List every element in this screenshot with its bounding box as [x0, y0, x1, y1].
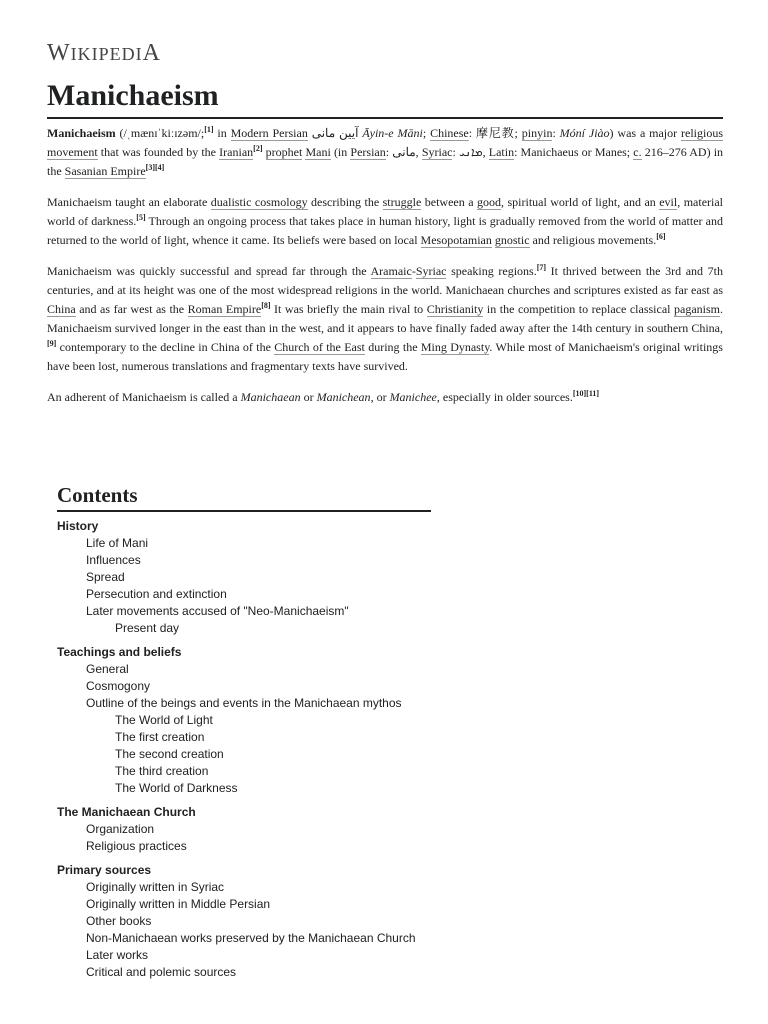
link-christianity[interactable]: Christianity: [426, 302, 484, 316]
link-religious-movement[interactable]: religious movement: [47, 126, 724, 159]
link-mani[interactable]: Mani: [305, 145, 331, 159]
intro-paragraph-1: [47, 124, 723, 181]
text: ;: [422, 126, 431, 140]
link-roman-empire[interactable]: Roman Empire: [187, 302, 262, 316]
text: . Manichaeism survived longer in the east than in the west, and it appears to have finally faded away after the 14th century in southern China,: [47, 302, 724, 335]
toc-link-spread[interactable]: Spread: [86, 570, 125, 584]
toc-link-persecution-and-extinction[interactable]: Persecution and extinction: [86, 587, 227, 601]
toc-link-the-third-creation[interactable]: The third creation: [115, 764, 209, 778]
intro-paragraph-3: [47, 262, 723, 376]
toc-section: [57, 804, 431, 855]
intro-paragraph-2: [47, 193, 723, 250]
logo-smallcaps: IKIPEDI: [70, 44, 143, 64]
toc-section: [57, 644, 431, 797]
toc-link-later-movements-accused-of-neo-manichaeism[interactable]: Later movements accused of "Neo-Manichaeism": [86, 604, 349, 618]
italic-text: Manichee: [389, 390, 437, 404]
toc-link-the-world-of-light[interactable]: The World of Light: [115, 713, 213, 727]
text: , especially in older sources.: [436, 390, 573, 404]
link-ming-dynasty[interactable]: Ming Dynasty: [420, 340, 490, 354]
link-church-of-the-east[interactable]: Church of the East: [274, 340, 365, 354]
text: in: [213, 126, 231, 140]
text: : Manichaeus or Manes;: [514, 145, 634, 159]
toc-link-originally-written-in-syriac[interactable]: Originally written in Syriac: [86, 880, 225, 894]
toc-title: Contents: [57, 481, 431, 512]
italic-text: Móní Jiào: [559, 126, 610, 140]
toc-link-originally-written-in-middle-persian[interactable]: Originally written in Middle Persian: [86, 897, 271, 911]
citation[interactable]: [2]: [253, 144, 263, 153]
citation[interactable]: [5]: [136, 213, 146, 222]
toc-list: [57, 518, 431, 981]
text: : 摩尼教;: [468, 126, 522, 140]
toc-link-the-world-of-darkness[interactable]: The World of Darkness: [115, 781, 238, 795]
text: ) was a major: [609, 126, 682, 140]
text: and as far west as the: [75, 302, 188, 316]
link-china[interactable]: China: [47, 302, 76, 316]
toc-link-influences[interactable]: Influences: [86, 553, 141, 567]
toc-section: [57, 862, 431, 981]
link-aramaic[interactable]: Aramaic: [370, 264, 412, 278]
toc-link-the-second-creation[interactable]: The second creation: [115, 747, 224, 761]
citation[interactable]: [7]: [536, 263, 547, 272]
citation[interactable]: [9]: [47, 339, 57, 348]
toc-link-outline-of-the-beings-and-events-in-the-manichaean-mythos[interactable]: Outline of the beings and events in the Manichaean mythos: [86, 696, 402, 710]
link-modern-persian[interactable]: Modern Persian: [230, 126, 308, 140]
link-iranian[interactable]: Iranian: [219, 145, 254, 159]
toc-link-non-manichaean-works-preserved-by-the-manichaean-church[interactable]: Non-Manichaean works preserved by the Manichaean Church: [86, 931, 416, 945]
toc-link-life-of-mani[interactable]: Life of Mani: [86, 536, 149, 550]
text: (in: [330, 145, 351, 159]
text: : ܡܐܢܝ,: [452, 145, 489, 159]
citation[interactable]: [3][4]: [145, 163, 165, 172]
toc-link-present-day[interactable]: Present day: [115, 621, 180, 635]
text: Manichaeism taught an elaborate: [47, 195, 211, 209]
link-gnostic[interactable]: gnostic: [494, 233, 530, 247]
text: during the: [364, 340, 421, 354]
page-title: Manichaeism: [47, 76, 723, 119]
toc-link-cosmogony[interactable]: Cosmogony: [86, 679, 151, 693]
text: آیین مانی: [307, 126, 363, 140]
term-bold: Manichaeism: [47, 126, 116, 140]
text: , spiritual world of light, and an: [501, 195, 660, 209]
pronunciation: (/ˌmænɪˈkiːɪzəm/;: [115, 126, 205, 140]
toc-link-religious-practices[interactable]: Religious practices: [86, 839, 187, 853]
link-evil[interactable]: evil: [659, 195, 678, 209]
wikipedia-logo[interactable]: [47, 40, 161, 67]
citation[interactable]: [10][11]: [572, 389, 600, 398]
text: contemporary to the decline in China of the: [56, 340, 275, 354]
italic-text: Manichaean: [240, 390, 301, 404]
text: Manichaeism was quickly successful and spread far through the: [47, 264, 371, 278]
link-persian[interactable]: Persian: [350, 145, 386, 159]
text: : مانی,: [385, 145, 422, 159]
text: :: [552, 126, 560, 140]
link-pinyin[interactable]: pinyin: [521, 126, 553, 140]
intro-paragraph-4: [47, 388, 723, 407]
toc-link-later-works[interactable]: Later works: [86, 948, 149, 962]
link-syriac[interactable]: Syriac: [415, 264, 447, 278]
article-body: [47, 124, 723, 419]
link-prophet[interactable]: prophet: [265, 145, 303, 159]
link-paganism[interactable]: paganism: [674, 302, 721, 316]
table-of-contents: [57, 481, 431, 988]
link-circa[interactable]: c.: [633, 145, 642, 159]
text: between a: [421, 195, 478, 209]
toc-section: [57, 518, 431, 637]
text: speaking regions.: [446, 264, 537, 278]
link-dualistic-cosmology[interactable]: dualistic cosmology: [210, 195, 308, 209]
text: or: [300, 390, 317, 404]
text: . While most of Manichaeism's original writings have been lost, numerous translations and fragmentary texts have survived.: [47, 340, 723, 373]
link-latin[interactable]: Latin: [488, 145, 515, 159]
italic-text: Manichean: [316, 390, 371, 404]
citation[interactable]: [8]: [261, 301, 271, 310]
link-syriac[interactable]: Syriac: [421, 145, 453, 159]
toc-link-the-manichaean-church[interactable]: The Manichaean Church: [57, 805, 196, 819]
logo-initial: W: [47, 40, 71, 66]
toc-link-primary-sources[interactable]: Primary sources: [57, 863, 152, 877]
text: that was founded by the: [97, 145, 220, 159]
text: It was briefly the main rival to: [270, 302, 427, 316]
toc-link-organization[interactable]: Organization: [86, 822, 155, 836]
logo-final: A: [142, 40, 161, 66]
text: -: [411, 264, 416, 278]
text: An adherent of Manichaeism is called a: [47, 390, 241, 404]
link-sasanian-empire[interactable]: Sasanian Empire: [64, 164, 146, 178]
text: describing the: [307, 195, 383, 209]
text: and religious movements.: [529, 233, 657, 247]
text: , or: [370, 390, 390, 404]
text: in the competition to replace classical: [483, 302, 675, 316]
toc-link-general[interactable]: General: [86, 662, 129, 676]
text: Through an ongoing process that takes place in human history, light is gradually removed from the world of matter and returned to the world of light, whence it came. Its beliefs were based on local: [47, 214, 724, 247]
toc-link-teachings-and-beliefs[interactable]: Teachings and beliefs: [57, 645, 182, 659]
citation[interactable]: [1]: [204, 125, 214, 134]
citation[interactable]: [6]: [656, 232, 666, 241]
text: It thrived between the 3rd and 7th centuries, and at its height was one of the most widespread religions in the world. Manichaean churches and scriptures existed as far east as: [47, 264, 723, 297]
toc-link-history[interactable]: History: [57, 519, 99, 533]
link-struggle[interactable]: struggle: [382, 195, 422, 209]
link-good[interactable]: good: [477, 195, 502, 209]
toc-link-the-first-creation[interactable]: The first creation: [115, 730, 205, 744]
toc-link-other-books[interactable]: Other books: [86, 914, 152, 928]
text: , material world of darkness.: [47, 195, 724, 228]
toc-link-critical-and-polemic-sources[interactable]: Critical and polemic sources: [86, 965, 237, 979]
link-mesopotamian[interactable]: Mesopotamian: [420, 233, 492, 247]
italic-text: Āyin-e Māni: [362, 126, 423, 140]
link-chinese[interactable]: Chinese: [430, 126, 469, 140]
text: 216–276 AD) in the: [47, 145, 724, 178]
